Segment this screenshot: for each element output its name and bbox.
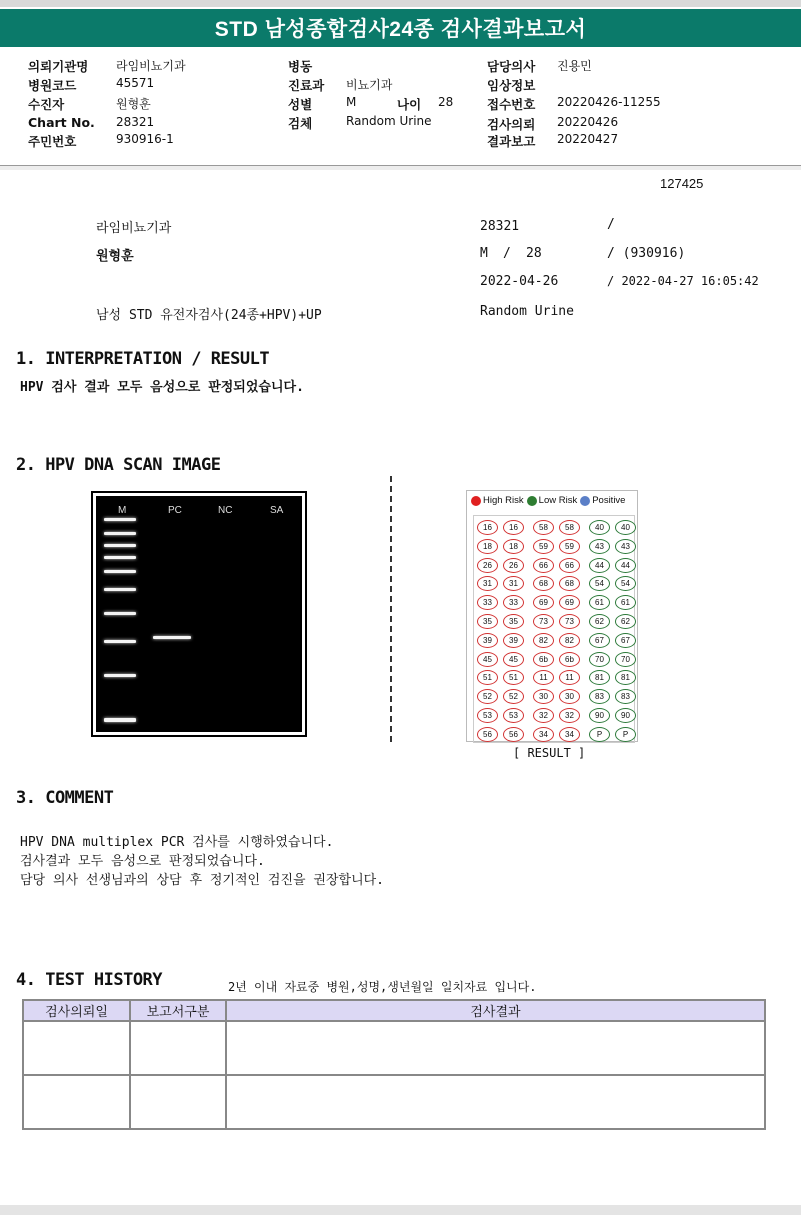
summary-slash: /: [607, 217, 615, 232]
marker-band: [104, 588, 136, 591]
hpv-type-oval: 81: [615, 670, 636, 685]
hpv-type-oval: 52: [477, 689, 498, 704]
hpv-type-oval: 62: [615, 614, 636, 629]
marker-band: [104, 570, 136, 573]
info-label: 담당의사: [487, 59, 536, 74]
header-divider: [0, 166, 801, 170]
hpv-type-oval: 35: [503, 614, 524, 629]
info-label: 성별: [288, 97, 313, 112]
history-note: 2년 이내 자료중 병원,성명,생년월일 일치자료 입니다.: [228, 980, 537, 994]
low-risk-dot-icon: [527, 496, 537, 506]
hpv-type-oval: 18: [503, 539, 524, 554]
hpv-type-oval: 32: [559, 708, 580, 723]
hpv-type-oval: 43: [589, 539, 610, 554]
summary-report-datetime: / 2022-04-27 16:05:42: [607, 274, 759, 288]
hpv-type-oval: 68: [533, 576, 554, 591]
gel-lane-label: M: [118, 505, 127, 516]
info-label: 병원코드: [28, 78, 77, 93]
hpv-type-oval: 45: [477, 652, 498, 667]
info-value: 20220426-11255: [557, 95, 661, 109]
hpv-type-oval: 73: [533, 614, 554, 629]
legend-label: Low Risk: [538, 495, 578, 506]
info-value: 45571: [116, 76, 155, 90]
hpv-type-oval: 30: [533, 689, 554, 704]
report-title: STD 남성종합검사24종 검사결과보고서: [0, 9, 801, 47]
interpretation-text: HPV 검사 결과 모두 음성으로 판정되었습니다.: [20, 380, 304, 395]
hpv-type-oval: 83: [615, 689, 636, 704]
hpv-type-oval: 90: [615, 708, 636, 723]
hpv-type-oval: 82: [533, 633, 554, 648]
hpv-type-oval: 81: [589, 670, 610, 685]
hpv-result-panel: [466, 490, 638, 742]
hpv-type-oval: 6b: [533, 652, 554, 667]
marker-band: [104, 518, 136, 521]
gel-electrophoresis-image: [91, 491, 307, 737]
info-value: M: [346, 95, 357, 109]
hpv-type-oval: 67: [615, 633, 636, 648]
info-label: 병동: [288, 59, 313, 74]
hpv-type-oval: 69: [559, 595, 580, 610]
hpv-type-oval: 6b: [559, 652, 580, 667]
info-value: 930916-1: [116, 132, 174, 146]
summary-hospital: 라임비뇨기과: [96, 221, 172, 236]
history-header: 검사의뢰일: [23, 1000, 130, 1021]
hpv-type-oval: 43: [615, 539, 636, 554]
hpv-type-oval: 31: [477, 576, 498, 591]
high-risk-dot-icon: [471, 496, 481, 506]
hpv-type-oval: 26: [503, 558, 524, 573]
info-value: Random Urine: [346, 114, 432, 128]
report-number: 127425: [660, 176, 704, 191]
info-label: 의뢰기관명: [28, 59, 89, 74]
marker-band: [104, 532, 136, 535]
info-label: 접수번호: [487, 97, 536, 112]
hpv-type-oval: 82: [559, 633, 580, 648]
hpv-type-oval: 45: [503, 652, 524, 667]
age-label: 나이: [397, 97, 422, 112]
hpv-type-oval: 83: [589, 689, 610, 704]
hpv-type-oval: 26: [477, 558, 498, 573]
hpv-type-oval: 40: [615, 520, 636, 535]
marker-band: [104, 544, 136, 547]
info-label: 검체: [288, 116, 313, 131]
section-interpretation-title: 1. INTERPRETATION / RESULT: [16, 349, 270, 369]
marker-band: [104, 674, 136, 677]
hpv-type-oval: 34: [559, 727, 580, 742]
legend-label: Positive: [592, 495, 626, 506]
hpv-type-oval: 70: [589, 652, 610, 667]
top-strip: [0, 0, 801, 7]
info-label: 결과보고: [487, 134, 536, 149]
test-history-table: [22, 999, 766, 1130]
info-label: 진료과: [288, 78, 325, 93]
hpv-type-oval: 33: [477, 595, 498, 610]
hpv-type-oval: 58: [533, 520, 554, 535]
history-header: 보고서구분: [130, 1000, 226, 1021]
section-scan-image-title: 2. HPV DNA SCAN IMAGE: [16, 455, 221, 475]
result-legend: [471, 495, 628, 506]
hpv-type-oval: 62: [589, 614, 610, 629]
info-label: 수진자: [28, 97, 65, 112]
hpv-type-oval: 33: [503, 595, 524, 610]
marker-band: [104, 612, 136, 615]
age-value: 28: [438, 95, 454, 109]
image-divider: [390, 476, 392, 742]
marker-band: [104, 556, 136, 559]
legend-label: High Risk: [483, 495, 524, 506]
hpv-type-oval: 70: [615, 652, 636, 667]
summary-test-name: 남성 STD 유전자검사(24종+HPV)+UP: [96, 308, 322, 323]
summary-separator: /: [503, 246, 511, 261]
comment-line: 담당 의사 선생님과의 상담 후 정기적인 검진을 권장합니다.: [20, 873, 385, 888]
info-value: 20220426: [557, 115, 619, 129]
hpv-type-oval: 68: [559, 576, 580, 591]
hpv-type-oval: 53: [477, 708, 498, 723]
section-history-title: 4. TEST HISTORY: [16, 970, 163, 990]
info-value: 20220427: [557, 132, 619, 146]
info-label: 검사의뢰: [487, 117, 536, 132]
bottom-strip: [0, 1205, 801, 1215]
positive-dot-icon: [580, 496, 590, 506]
hpv-type-oval: 16: [477, 520, 498, 535]
summary-sex: M: [480, 246, 488, 261]
hpv-type-oval: 61: [589, 595, 610, 610]
hpv-type-oval: 30: [559, 689, 580, 704]
info-value: 28321: [116, 115, 155, 129]
comment-line: 검사결과 모두 음성으로 판정되었습니다.: [20, 854, 265, 869]
summary-chart: 28321: [480, 219, 520, 234]
summary-birth: / (930916): [607, 246, 686, 261]
marker-band: [104, 640, 136, 643]
hpv-type-oval: 67: [589, 633, 610, 648]
hpv-type-oval: 16: [503, 520, 524, 535]
section-comment-title: 3. COMMENT: [16, 788, 114, 808]
hpv-type-oval: 44: [589, 558, 610, 573]
hpv-type-oval: P: [615, 727, 636, 742]
history-header: 검사결과: [226, 1000, 765, 1021]
info-value: 진용민: [557, 59, 592, 73]
hpv-type-oval: 40: [589, 520, 610, 535]
hpv-type-oval: 54: [615, 576, 636, 591]
hpv-type-oval: 52: [503, 689, 524, 704]
summary-receipt-date: 2022-04-26: [480, 274, 559, 289]
hpv-type-oval: 58: [559, 520, 580, 535]
info-value: 원형훈: [116, 97, 151, 111]
hpv-type-oval: 39: [477, 633, 498, 648]
result-caption: [ RESULT ]: [513, 746, 586, 760]
hpv-type-oval: 61: [615, 595, 636, 610]
gel-lane-label: NC: [218, 505, 233, 516]
info-value: 라임비뇨기과: [116, 59, 186, 73]
table-row: [23, 1075, 765, 1129]
summary-specimen: Random Urine: [480, 304, 574, 319]
hpv-type-oval: 66: [559, 558, 580, 573]
hpv-type-oval: 35: [477, 614, 498, 629]
hpv-type-oval: 56: [503, 727, 524, 742]
hpv-type-oval: 51: [503, 670, 524, 685]
hpv-type-oval: 56: [477, 727, 498, 742]
hpv-type-oval: 31: [503, 576, 524, 591]
hpv-type-oval: 34: [533, 727, 554, 742]
comment-line: HPV DNA multiplex PCR 검사를 시행하였습니다.: [20, 835, 334, 850]
hpv-type-oval: 69: [533, 595, 554, 610]
hpv-type-oval: 32: [533, 708, 554, 723]
hpv-type-oval: 66: [533, 558, 554, 573]
hpv-type-oval: 11: [533, 670, 554, 685]
hpv-type-oval: 54: [589, 576, 610, 591]
hpv-type-oval: 18: [477, 539, 498, 554]
gel-lane-label: SA: [270, 505, 284, 516]
info-label: 주민번호: [28, 134, 77, 149]
positive-control-band: [153, 636, 191, 639]
table-row: [23, 1021, 765, 1075]
hpv-type-oval: P: [589, 727, 610, 742]
hpv-type-oval: 44: [615, 558, 636, 573]
marker-band: [104, 718, 136, 722]
hpv-type-oval: 51: [477, 670, 498, 685]
info-value: 비뇨기과: [346, 78, 393, 92]
hpv-type-oval: 59: [559, 539, 580, 554]
hpv-type-oval: 59: [533, 539, 554, 554]
hpv-type-oval: 11: [559, 670, 580, 685]
result-grid: [473, 515, 635, 743]
summary-age: 28: [526, 246, 542, 261]
hpv-type-oval: 39: [503, 633, 524, 648]
gel-lane-label: PC: [168, 505, 182, 516]
hpv-type-oval: 90: [589, 708, 610, 723]
info-label: Chart No.: [28, 115, 95, 130]
hpv-type-oval: 53: [503, 708, 524, 723]
summary-patient: 원형훈: [96, 249, 134, 264]
patient-info-panel: [0, 52, 801, 166]
info-label: 임상정보: [487, 78, 536, 93]
hpv-type-oval: 73: [559, 614, 580, 629]
